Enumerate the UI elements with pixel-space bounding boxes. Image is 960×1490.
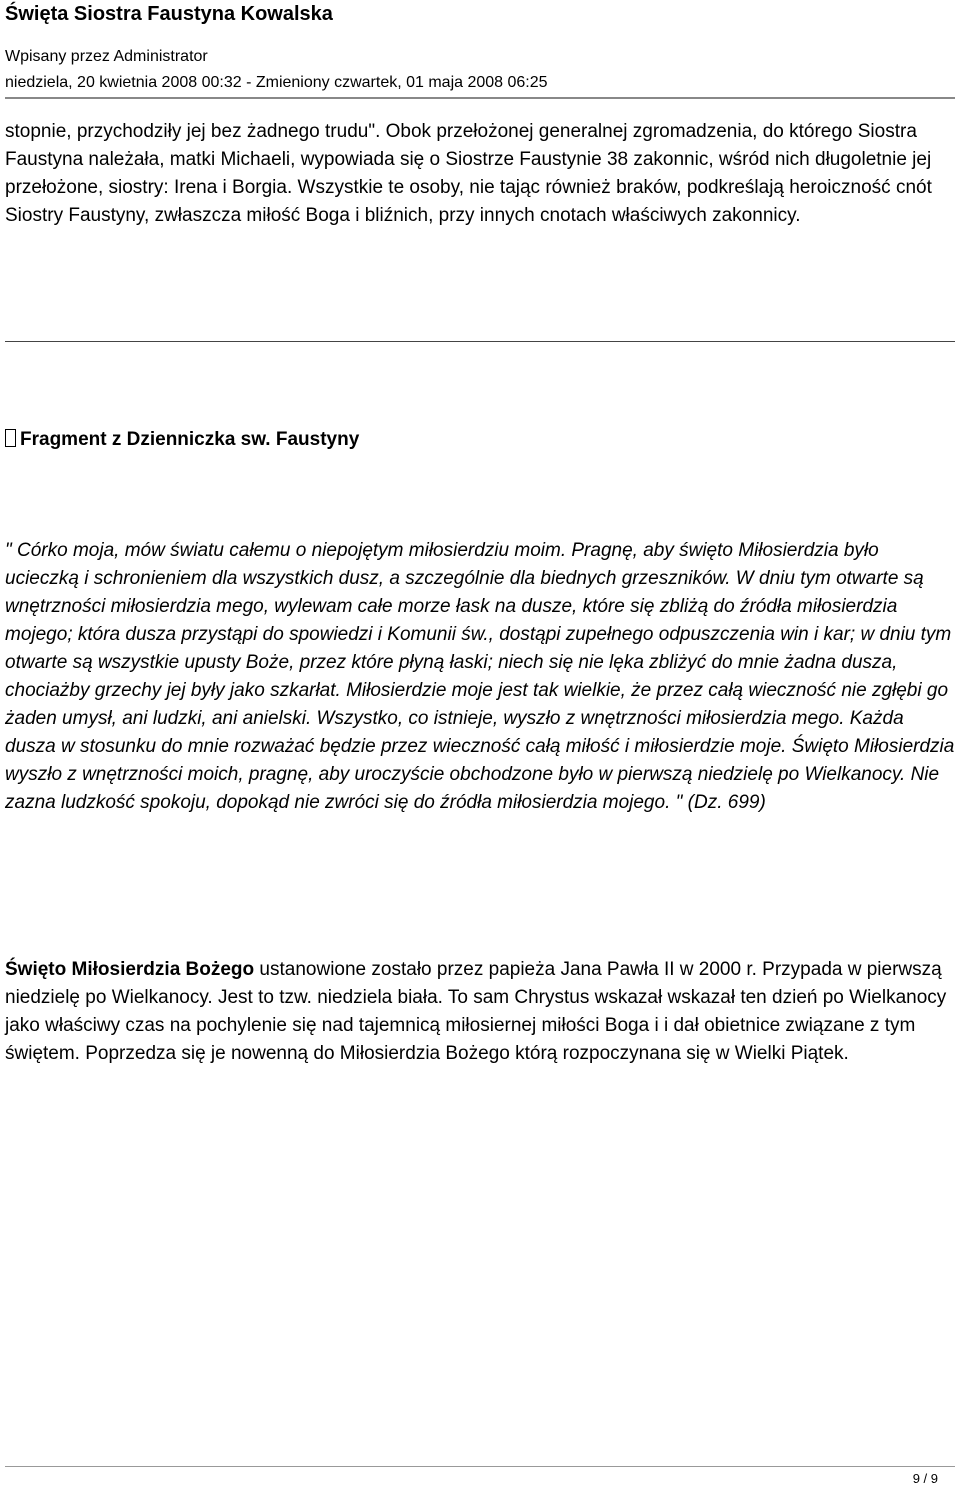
feast-paragraph (5, 956, 955, 1068)
fragment-heading-text: Fragment z Dzienniczka sw. Faustyny (20, 429, 360, 450)
header-divider (5, 97, 955, 99)
dates-line: niedziela, 20 kwietnia 2008 00:32 - Zmieniony czwartek, 01 maja 2008 06:25 (5, 74, 548, 91)
footer-divider (5, 1466, 955, 1467)
author-line: Wpisany przez Administrator (5, 48, 208, 65)
feast-name: Święto Miłosierdzia Bożego (5, 959, 255, 980)
fragment-heading (5, 426, 359, 454)
intro-paragraph: stopnie, przychodziły jej bez żadnego trudu". Obok przełożonej generalnej zgromadzenia, do którego Siostra Faustyna należała, matki Michaeli, wypowiada się o Siostrze Faustynie 38 zakonnic, wśród nich długoletnie jej przełożone, siostry: Irena i Borgia. Wszystkie te osoby, nie tając również braków, podkreślają heroiczność cnót Siostry Faustyny, zwłaszcza miłość Boga i bliźnich, przy innych cnotach właściwych zakonnicy. (5, 121, 932, 226)
page-title: Święta Siostra Faustyna Kowalska (5, 3, 333, 25)
page-number: 9 / 9 (912, 1471, 938, 1486)
missing-glyph-icon (5, 429, 16, 447)
section-divider (5, 341, 955, 342)
diary-quote: " Córko moja, mów światu całemu o niepojętym miłosierdziu moim. Pragnę, aby święto Miłosierdzia było ucieczką i schronieniem dla wszystkich dusz, a szczególnie dla biednych grzeszników. W dniu tym otwarte są wnętrzności miłosierdzia mego, wylewam całe morze łask na dusze, które się zbliżą do źródła miłosierdzia mojego; która dusza przystąpi do spowiedzi i Komunii św., dostąpi zupełnego odpuszczenia win i kar; w dniu tym otwarte są wszystkie upusty Boże, przez które płyną łaski; niech się nie lęka zbliżyć do mnie żadna dusza, chociażby grzechy jej były jako szkarłat. Miłosierdzie moje jest tak wielkie, że przez całą wieczność nie zgłębi go żaden umysł, ani ludzki, ani anielski. Wszystko, co istnieje, wyszło z wnętrzności miłosierdzia mego. Każda dusza w stosunku do mnie rozważać będzie przez wieczność całą miłość i miłosierdzie moje. Święto Miłosierdzia wyszło z wnętrzności moich, pragnę, aby uroczyście obchodzone było w pierwszą niedzielę po Wielkanocy. Nie zazna ludzkość spokoju, dopokąd nie zwróci się do źródła miłosierdzia mojego. " (Dz. 699) (5, 540, 955, 813)
feast-description: ustanowione zostało przez papieża Jana Pawła II w 2000 r. Przypada w pierwszą niedzielę po Wielkanocy. Jest to tzw. niedziela biała. To sam Chrystus wskazał wskazał ten dzień po Wielkanocy jako właściwy czas na pochylenie się nad tajemnicą miłosiernej miłości Boga i i dał obietnice związane z tym świętem. Poprzedza się je nowenną do Miłosierdzia Bożego którą rozpoczynana się w Wielki Piątek. (5, 959, 947, 1064)
